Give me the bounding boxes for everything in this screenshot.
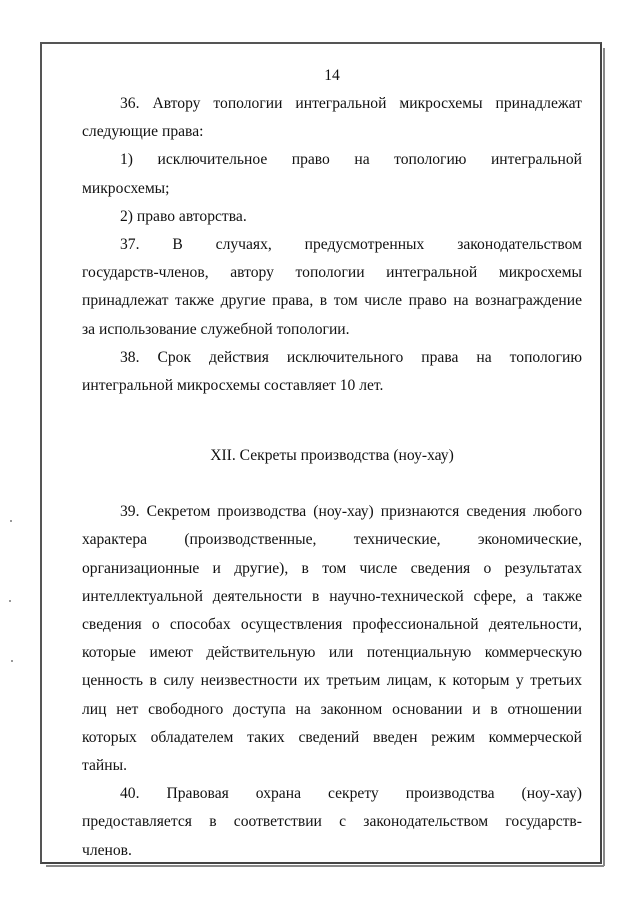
paragraph-40-line-2: предоставляется в соответствии с законодательством государств-: [82, 813, 582, 831]
paragraph-38-line-1: 38. Срок действия исключительного права на топологию: [120, 348, 582, 366]
paragraph-37-line-4: за использование служебной топологии.: [82, 320, 350, 338]
paragraph-36-item-2: 2) право авторства.: [120, 207, 247, 225]
paragraph-36-item-1-line-1: 1) исключительное право на топологию интегральной: [120, 151, 582, 169]
paragraph-39-line-8: лиц нет свободного доступа на законном основании и в отношении: [82, 700, 582, 718]
paragraph-40-line-3: членов.: [82, 841, 132, 859]
paragraph-39-line-6: которые имеют действительную или потенциальную коммерческую: [82, 644, 582, 662]
paragraph-38-line-2: интегральной микросхемы составляет 10 лет.: [82, 377, 384, 395]
scan-dot: [11, 660, 13, 662]
paragraph-36-line-1: 36. Автору топологии интегральной микросхемы принадлежат: [120, 95, 582, 112]
paragraph-39-line-9: которых обладателем таких сведений введен режим коммерческой: [82, 728, 582, 746]
paragraph-39-line-2: характера (производственные, технические, экономические,: [82, 531, 582, 549]
scan-dot: [9, 600, 11, 602]
page-number: 14: [324, 67, 340, 84]
paragraph-39-line-1: 39. Секретом производства (ноу-хау) признаются сведения любого: [120, 503, 582, 521]
paragraph-39-line-3: организационные и другие), в том числе сведения о результатах: [82, 559, 582, 577]
section-title: XII. Секреты производства (ноу-хау): [210, 447, 454, 465]
paragraph-37-line-1: 37. В случаях, предусмотренных законодательством: [120, 236, 582, 254]
document-body: [82, 62, 582, 865]
paragraph-37-line-3: принадлежат также другие права, в том числе право на вознаграждение: [82, 292, 582, 310]
paragraph-39-line-4: интеллектуальной деятельности в научно-технической сфере, а также: [82, 587, 582, 605]
paragraph-36-line-2: следующие права:: [82, 123, 204, 141]
paragraph-39-line-10: тайны.: [82, 757, 127, 775]
paragraph-40-line-1: 40. Правовая охрана секрету производства (ноу-хау): [120, 785, 582, 803]
scan-dot: [10, 520, 12, 522]
paragraph-36-item-1-line-2: микросхемы;: [82, 179, 170, 197]
paragraph-39-line-7: ценность в силу неизвестности их третьим лицам, к которым у третьих: [82, 672, 582, 690]
paragraph-37-line-2: государств-членов, автору топологии интегральной микросхемы: [82, 264, 582, 282]
paragraph-39-line-5: сведения о способах осуществления профессиональной деятельности,: [82, 616, 582, 634]
